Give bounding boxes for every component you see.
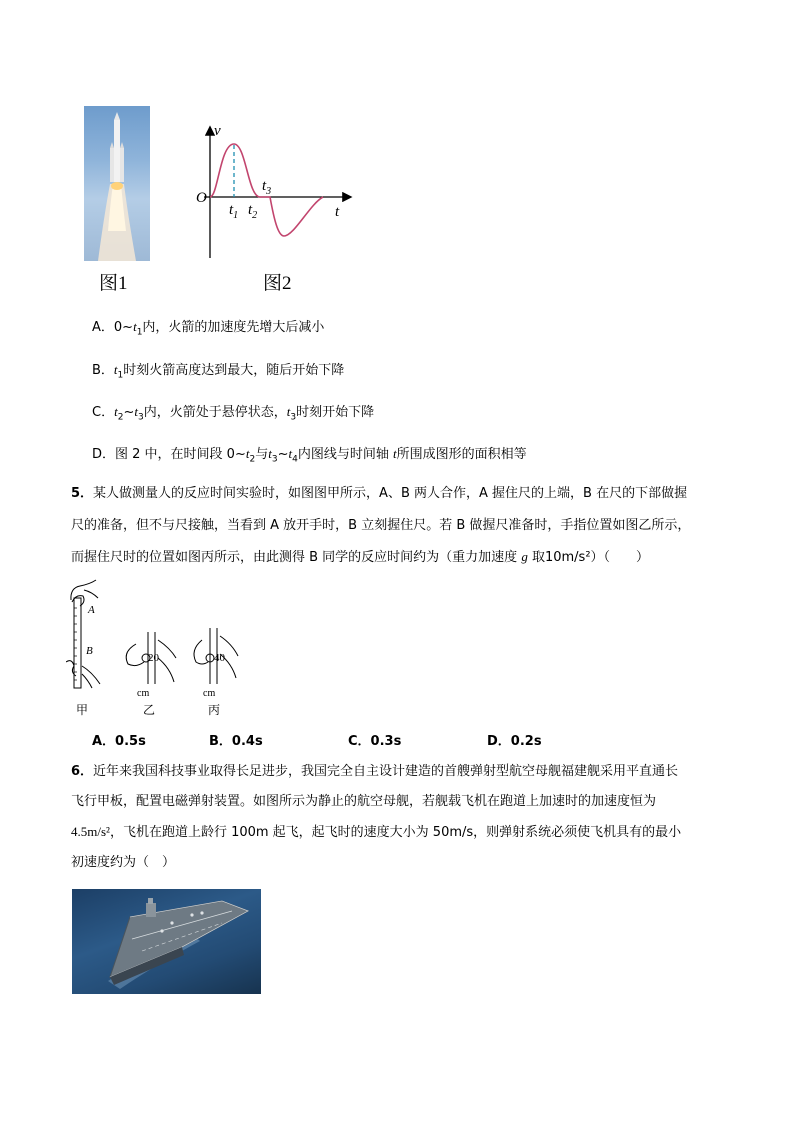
cm-label-yi: cm	[137, 688, 150, 699]
label-yi: 乙	[143, 703, 156, 717]
q4-option-d[interactable]: D．图 2 中，在时间段 $0\sim t_2$与$t_3\sim t_4$内图线与时间轴 t所围成图形的面积相等	[92, 446, 527, 465]
q6-line-4: 初速度约为（ ）	[71, 855, 176, 870]
q6-line-3: 4.5m/s²，飞机在跑道上龄行 100m 起飞，起飞时的速度大小为 50m/s，则弹射系统必须使飞机具有的最小	[71, 824, 682, 840]
t2-label: $t_2$	[248, 202, 258, 221]
v-label: v	[214, 123, 221, 139]
aircraft-carrier-photo	[72, 889, 261, 994]
t3-label: $t_3$	[262, 178, 272, 197]
cm-label-bing: cm	[203, 688, 216, 699]
velocity-time-graph	[190, 124, 360, 264]
q5-line-2: 尺的准备，但不与尺接触，当看到 A 放开手时，B 立刻握住尺。若 B 做握尺准备时，手指位置如图乙所示，	[71, 518, 691, 533]
q5-option-c[interactable]: C．0.3s	[348, 734, 402, 749]
q5-option-a[interactable]: A．0.5s	[92, 734, 146, 749]
q6-line-1: 6．近年来我国科技事业取得长足进步，我国完全自主设计建造的首艘弹射型航空母舰福建舰采用平直通长	[71, 764, 679, 779]
label-jia: 甲	[76, 703, 89, 717]
q4-option-b[interactable]: B．$t_1$时刻火箭高度达到最大，随后开始下降	[92, 362, 345, 381]
origin-label: O	[196, 190, 207, 206]
label-bing: 丙	[208, 703, 221, 717]
mark-40: 40	[214, 652, 225, 664]
rocket-launch-photo	[84, 106, 150, 261]
ruler-label-b: B	[86, 645, 93, 657]
t-label: t	[335, 204, 340, 220]
ruler-label-a: A	[88, 604, 95, 616]
figure-2-caption: 图2	[263, 273, 292, 294]
q4-option-c[interactable]: C．$t_2\sim t_3$内，火箭处于悬停状态，$t_3$时刻开始下降	[92, 404, 375, 423]
q4-option-a[interactable]: A．$0\sim t_1$内，火箭的加速度先增大后减小	[92, 319, 325, 338]
q5-line-3: 而握住尺时的位置如图丙所示，由此测得 B 同学的反应时间约为（重力加速度 g 取10m/s²）（ ）	[71, 549, 650, 565]
reaction-ruler-figure	[66, 578, 256, 690]
t1-label: $t_1$	[229, 202, 239, 221]
figure-1-caption: 图1	[99, 273, 128, 294]
q6-line-2: 飞行甲板，配置电磁弹射装置。如图所示为静止的航空母舰，若舰载飞机在跑道上加速时的加速度恒为	[71, 794, 657, 809]
mark-20: 20	[148, 652, 159, 664]
q5-option-d[interactable]: D．0.2s	[487, 734, 542, 749]
q5-line-1: 5．某人做测量人的反应时间实验时，如图图甲所示，A、B 两人合作，A 握住尺的上端，B 在尺的下部做握	[71, 486, 688, 501]
q5-option-b[interactable]: B．0.4s	[209, 734, 263, 749]
